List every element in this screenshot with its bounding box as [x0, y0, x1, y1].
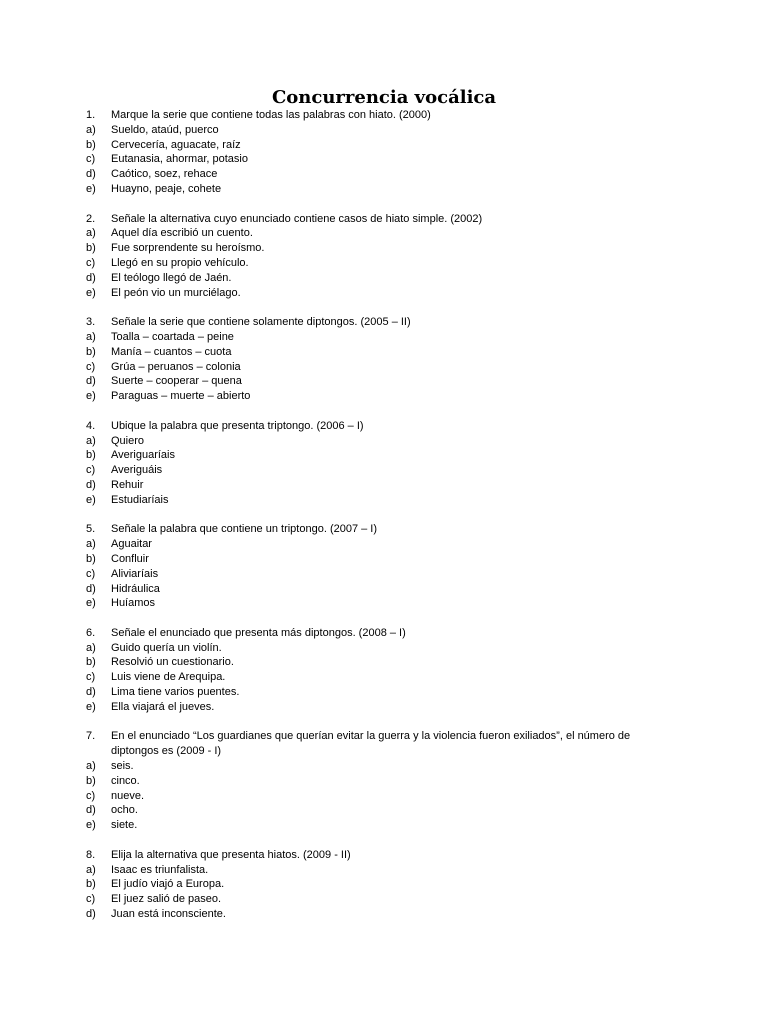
answer-option: [86, 226, 686, 241]
answer-option: [86, 256, 686, 271]
answer-option: [86, 685, 686, 700]
option-label: b): [86, 138, 96, 151]
option-text: Paraguas – muerte – abierto: [111, 390, 251, 403]
option-text: Huíamos: [111, 597, 156, 610]
question-number: 3.: [86, 316, 96, 329]
option-text: El peón vio un murciélago.: [111, 286, 241, 299]
option-text: El teólogo llegó de Jaén.: [111, 271, 232, 284]
question-4: [86, 419, 686, 508]
option-text: Quiero: [111, 434, 145, 447]
answer-option: [86, 167, 686, 182]
option-text: Toalla – coartada – peine: [111, 330, 234, 343]
question-7: [86, 729, 686, 833]
answer-option: [86, 434, 686, 449]
option-label: c): [86, 256, 96, 269]
answer-option: [86, 478, 686, 493]
answer-option: [86, 138, 686, 153]
question-stem: [86, 848, 686, 863]
answer-option: [86, 271, 686, 286]
answer-option: [86, 286, 686, 301]
question-number: 6.: [86, 626, 96, 639]
answer-option: [86, 700, 686, 715]
answer-option: [86, 123, 686, 138]
option-text: Suerte – cooperar – quena: [111, 375, 242, 388]
option-label: e): [86, 390, 96, 403]
option-text: Ella viajará el jueves.: [111, 700, 215, 713]
question-1: [86, 108, 686, 197]
option-text: Rehuir: [111, 478, 144, 491]
option-label: d): [86, 168, 96, 181]
option-text: Guido quería un violín.: [111, 641, 222, 654]
answer-option: [86, 877, 686, 892]
question-number: 8.: [86, 848, 96, 861]
option-label: a): [86, 330, 96, 343]
option-text: Confluir: [111, 552, 149, 565]
option-label: c): [86, 789, 96, 802]
option-text: Averiguaríais: [111, 449, 175, 462]
option-label: e): [86, 819, 96, 832]
option-text: seis.: [111, 760, 134, 773]
answer-option: [86, 389, 686, 404]
option-text: El juez salió de paseo.: [111, 893, 222, 906]
answer-option: [86, 670, 686, 685]
option-label: e): [86, 286, 96, 299]
question-text: Señale la palabra que contiene un triptongo. (2007 – I): [111, 523, 378, 536]
option-label: c): [86, 464, 96, 477]
option-label: d): [86, 271, 96, 284]
answer-option: [86, 182, 686, 197]
option-label: e): [86, 493, 96, 506]
option-text: Aguaitar: [111, 538, 152, 551]
answer-option: [86, 448, 686, 463]
option-text: Huayno, peaje, cohete: [111, 182, 222, 195]
document-title: Concurrencia vocálica: [271, 87, 497, 108]
question-stem: [86, 419, 686, 434]
question-list: [86, 108, 686, 937]
question-text: Señale el enunciado que presenta más diptongos. (2008 – I): [111, 626, 406, 639]
answer-option: [86, 596, 686, 611]
question-stem: [86, 315, 686, 330]
answer-option: [86, 552, 686, 567]
answer-option: [86, 241, 686, 256]
option-text: Cervecería, aguacate, raíz: [111, 138, 241, 151]
option-label: e): [86, 597, 96, 610]
question-number: 2.: [86, 212, 96, 225]
answer-option: [86, 803, 686, 818]
option-label: a): [86, 123, 96, 136]
option-text: Isaac es triunfalista.: [111, 863, 209, 876]
option-label: a): [86, 538, 96, 551]
option-text: Luis viene de Arequipa.: [111, 671, 226, 684]
answer-option: [86, 789, 686, 804]
question-number: 5.: [86, 523, 96, 536]
question-text: En el enunciado “Los guardianes que querían evitar la guerra y la violencia fueron exiliados”, el número de diptongos es (2009 - I): [111, 730, 631, 758]
answer-option: [86, 537, 686, 552]
option-text: Sueldo, ataúd, puerco: [111, 123, 219, 136]
option-label: b): [86, 774, 96, 787]
answer-option: [86, 330, 686, 345]
question-number: 1.: [86, 109, 96, 121]
option-label: b): [86, 878, 96, 891]
question-stem: [86, 212, 686, 227]
option-label: a): [86, 641, 96, 654]
option-label: a): [86, 760, 96, 773]
answer-option: [86, 567, 686, 582]
option-text: Aliviaríais: [111, 567, 159, 580]
question-text: Elija la alternativa que presenta hiatos. (2009 - II): [111, 848, 351, 861]
option-label: b): [86, 552, 96, 565]
option-label: d): [86, 804, 96, 817]
option-label: c): [86, 671, 96, 684]
option-text: ocho.: [111, 804, 138, 817]
question-stem: [86, 108, 686, 123]
option-text: cinco.: [111, 774, 140, 787]
option-label: a): [86, 434, 96, 447]
answer-option: [86, 655, 686, 670]
option-text: Aquel día escribió un cuento.: [111, 227, 253, 240]
option-text: Llegó en su propio vehículo.: [111, 256, 249, 269]
answer-option: [86, 774, 686, 789]
option-label: c): [86, 360, 96, 373]
option-label: a): [86, 227, 96, 240]
option-label: b): [86, 345, 96, 358]
answer-option: [86, 374, 686, 389]
option-text: Resolvió un cuestionario.: [111, 656, 234, 669]
option-label: d): [86, 686, 96, 699]
option-text: Fue sorprendente su heroísmo.: [111, 242, 265, 255]
option-text: Juan está inconsciente.: [111, 908, 226, 921]
option-label: b): [86, 656, 96, 669]
question-stem: [86, 522, 686, 537]
answer-option: [86, 759, 686, 774]
option-text: Caótico, soez, rehace: [111, 168, 218, 181]
option-text: Hidráulica: [111, 582, 160, 595]
option-label: b): [86, 242, 96, 255]
option-label: e): [86, 700, 96, 713]
answer-option: [86, 582, 686, 597]
option-label: d): [86, 478, 96, 491]
question-6: [86, 626, 686, 715]
option-label: b): [86, 449, 96, 462]
question-3: [86, 315, 686, 404]
option-text: nueve.: [111, 789, 145, 802]
option-label: c): [86, 567, 96, 580]
question-text: Marque la serie que contiene todas las palabras con hiato. (2000): [111, 109, 431, 121]
option-text: Eutanasia, ahormar, potasio: [111, 153, 248, 166]
option-text: Grúa – peruanos – colonia: [111, 360, 241, 373]
question-number: 4.: [86, 419, 96, 432]
question-text: Señale la serie que contiene solamente diptongos. (2005 – II): [111, 316, 411, 329]
option-label: d): [86, 375, 96, 388]
question-5: [86, 522, 686, 611]
answer-option: [86, 907, 686, 922]
option-label: c): [86, 893, 96, 906]
option-text: Lima tiene varios puentes.: [111, 686, 240, 699]
answer-option: [86, 360, 686, 375]
option-text: Manía – cuantos – cuota: [111, 345, 232, 358]
question-8: [86, 848, 686, 922]
question-text: Ubique la palabra que presenta triptongo. (2006 – I): [111, 419, 364, 432]
answer-option: [86, 818, 686, 833]
answer-option: [86, 152, 686, 167]
answer-option: [86, 863, 686, 878]
option-text: Estudiaríais: [111, 493, 169, 506]
answer-option: [86, 463, 686, 478]
answer-option: [86, 345, 686, 360]
question-2: [86, 212, 686, 301]
option-text: siete.: [111, 819, 138, 832]
question-stem: [86, 729, 686, 759]
answer-option: [86, 641, 686, 656]
option-text: El judío viajó a Europa.: [111, 878, 225, 891]
option-label: e): [86, 182, 96, 195]
option-label: d): [86, 582, 96, 595]
answer-option: [86, 892, 686, 907]
question-text: Señale la alternativa cuyo enunciado contiene casos de hiato simple. (2002): [111, 212, 483, 225]
option-label: c): [86, 153, 96, 166]
answer-option: [86, 493, 686, 508]
question-stem: [86, 626, 686, 641]
option-text: Averiguáis: [111, 464, 163, 477]
question-number: 7.: [86, 730, 96, 743]
option-label: a): [86, 863, 96, 876]
option-label: d): [86, 908, 96, 921]
